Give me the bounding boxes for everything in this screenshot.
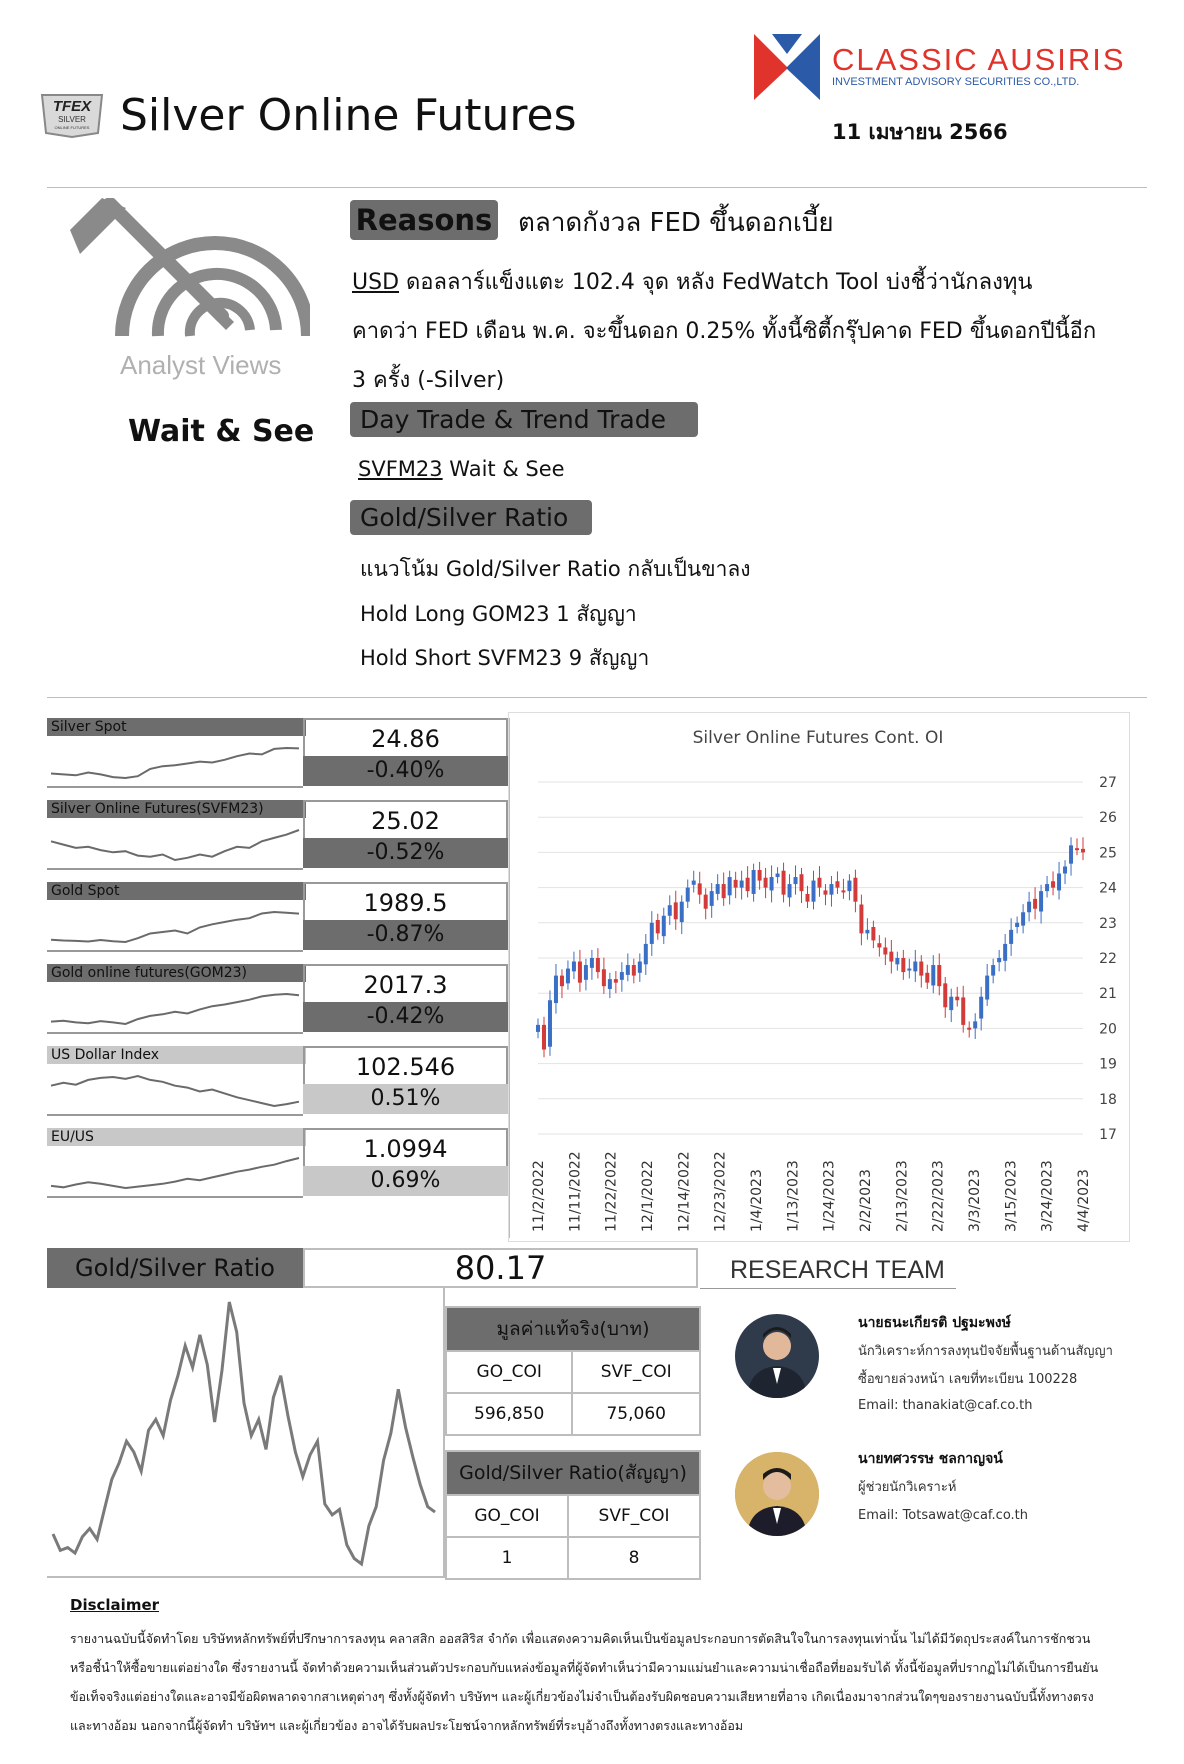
x-tick-label: 1/24/2023 [821,1160,838,1232]
analyst-target-icon [70,198,310,348]
gold-silver-ratio-label: Gold/Silver Ratio [350,500,592,535]
candle-body [829,884,833,895]
value-table-title: มูลค่าแท้จริง(บาท) [446,1307,700,1351]
candle-body [770,877,774,890]
ticker-change: -0.40% [303,756,508,786]
ticker-sparkline [47,738,303,788]
candle-body [931,965,935,985]
x-tick-label: 2/13/2023 [894,1160,911,1232]
ticker-card [47,1128,508,1200]
ticker-label: EU/US [47,1128,306,1146]
candle-body [644,944,648,964]
candle-body [859,904,863,933]
ticker-label: US Dollar Index [47,1046,306,1064]
candle-body [1075,848,1079,850]
day-trade-view: Wait & See [442,457,565,481]
candle-body [698,883,702,894]
value-table [445,1306,701,1436]
day-trade-line [358,457,565,481]
ticker-baseline [47,1114,303,1116]
ratio-table-cell: 1 [446,1537,568,1579]
company-subtitle: INVESTMENT ADVISORY SECURITIES CO.,LTD. [832,76,1080,88]
ticker-label: Silver Spot [47,718,306,736]
candle-body [925,973,929,983]
x-tick-label: 11/22/2022 [603,1151,620,1232]
x-tick-label: 12/1/2022 [640,1160,656,1232]
candle-body [614,979,618,983]
candle-body [554,976,558,1003]
y-tick-label: 17 [1099,1127,1117,1143]
candle-body [776,874,780,878]
x-tick-label: 3/24/2023 [1039,1160,1056,1232]
candle-body [572,962,576,972]
tfex-logo [38,93,106,138]
candle-body [1021,912,1025,925]
report-date: 11 เมษายน 2566 [832,120,1008,144]
x-tick-label: 2/2/2023 [858,1169,874,1232]
candle-body [1003,944,1007,961]
candle-body [907,969,911,971]
svg-text:TFEX: TFEX [52,98,92,115]
candle-body [853,878,857,902]
ticker-value: 102.546 [303,1046,508,1084]
sparkline-series [51,912,299,942]
candle-body [764,878,768,888]
company-logo-icon [752,32,822,102]
candle-body [985,976,989,1000]
sparkline-series [51,1158,299,1188]
main-chart-title: Silver Online Futures Cont. OI [692,728,944,748]
candle-body [806,894,810,902]
value-table-cell: 75,060 [572,1393,700,1435]
candle-body [788,884,792,897]
y-tick-label: 21 [1099,986,1117,1003]
member-name: นายธนะเกียรติ ปฐมะพงษ์ [858,1315,1011,1331]
ratio-table [445,1450,701,1580]
value-table-cell: 596,850 [446,1393,572,1435]
candle-body [823,890,827,894]
candle-body [794,877,798,884]
reasons-line-2: คาดว่า FED เดือน พ.ค. จะขึ้นดอก 0.25% ทั้งนี้ซิตี้กรุ๊ปคาด FED ขึ้นดอกปีนี้อีก [352,319,1097,344]
ticker-baseline [47,1032,303,1034]
member-role: นักวิเคราะห์การลงทุนปัจจัยพื้นฐานด้านสัญญา [858,1344,1113,1359]
candle-body [895,958,899,964]
ratio-line-1: แนวโน้ม Gold/Silver Ratio กลับเป็นขาลง [360,557,751,581]
ticker-sparkline [47,984,303,1034]
y-tick-label: 19 [1099,1056,1117,1073]
ticker-card [47,800,508,872]
ticker-change: -0.87% [303,920,508,950]
ticker-baseline [47,950,303,952]
x-tick-label: 3/3/2023 [967,1169,983,1232]
silver-futures-candlestick-chart [508,712,1128,1240]
candle-body [955,997,959,1001]
candle-body [632,965,636,976]
candle-body [728,877,732,895]
candle-body [578,962,582,983]
x-tick-label: 4/4/2023 [1076,1169,1092,1232]
candle-body [1081,849,1085,853]
candle-body [913,962,917,972]
ticker-sparkline [47,1148,303,1198]
candle-body [883,947,887,954]
candle-body [979,997,983,1019]
candle-body [919,962,923,976]
ticker-card [47,882,508,954]
ratio-table-header: GO_COI [446,1495,568,1537]
candle-body [835,881,839,887]
candle-body [1063,866,1067,873]
candle-body [997,958,1001,962]
sparkline-series [51,748,299,778]
ticker-change: -0.42% [303,1002,508,1032]
reasons-label: Reasons [350,200,498,240]
sparkline-series [51,994,299,1024]
reasons-headline: ตลาดกังวล FED ขึ้นดอกเบี้ย [518,208,834,238]
ratio-box-label: Gold/Silver Ratio [47,1248,303,1288]
x-tick-label: 11/2/2022 [531,1160,547,1232]
disclaimer-line: ข้อเท็จจริงแต่อย่างใดและอาจมีข้อผิดพลาดจากสาเหตุต่างๆ ซึ่งทั้งผู้จัดทำ บริษัทฯ และผู้เกี่ยวข้องไม่จำเป็นต้องรับผิดชอบความเสียหายที่อาจ เกิดเนื่องมาจากส่วนใดๆของรายงานฉบับนี้ทั้งทางตรง [70,1689,1094,1704]
x-tick-label: 1/4/2023 [749,1169,765,1232]
candle-body [1033,899,1037,909]
candle-body [889,952,893,962]
candle-body [650,923,654,944]
candle-body [686,888,690,902]
ticker-card [47,964,508,1036]
candle-body [811,881,815,902]
candle-body [656,920,660,933]
candle-body [1039,891,1043,911]
candle-body [800,874,804,891]
analyst-view-value: Wait & See [128,414,315,449]
candle-body [991,965,995,976]
candle-body [710,891,714,906]
ticker-sparkline [47,1066,303,1116]
x-tick-label: 3/15/2023 [1003,1160,1020,1232]
y-tick-label: 27 [1099,775,1117,791]
candle-body [716,884,720,894]
value-table-header: SVF_COI [572,1351,700,1393]
candle-body [871,927,875,940]
candle-body [746,878,750,891]
candle-body [1027,902,1031,913]
svfm23-link[interactable]: SVFM23 [358,457,443,481]
avatar [735,1314,819,1398]
candle-body [1057,874,1061,891]
candle-body [967,1028,971,1030]
ratio-series [53,1302,435,1564]
ticker-value: 1989.5 [303,882,508,920]
candle-body [542,1025,546,1050]
ticker-value: 25.02 [303,800,508,838]
x-tick-label: 12/23/2022 [712,1151,729,1232]
candle-body [961,997,965,1024]
ratio-table-cell: 8 [568,1537,700,1579]
candle-body [590,958,594,968]
reasons-body [352,258,1162,405]
analyst-views-caption: Analyst Views [120,350,282,380]
ratio-box-value: 80.17 [303,1248,698,1288]
candle-body [877,943,881,947]
candle-body [680,902,684,922]
candle-body [949,997,953,1010]
ticker-value: 2017.3 [303,964,508,1002]
x-tick-label: 2/22/2023 [930,1160,947,1232]
ticker-baseline [47,868,303,870]
candle-body [740,881,744,888]
member-name: นายทศวรรษ ชลกาญจน์ [858,1451,1003,1467]
company-name: CLASSIC AUSIRIS [832,42,1126,77]
candle-body [943,983,947,1007]
candle-body [782,871,786,895]
reasons-line-1: ดอลลาร์แข็งแตะ 102.4 จุด หลัง FedWatch Tool บ่งชี้ว่านักลงทุน [399,270,1033,295]
member-role: ผู้ช่วยนักวิเคราะห์ [858,1480,957,1495]
y-tick-label: 23 [1099,915,1117,932]
candle-body [937,965,941,986]
ratio-table-header: SVF_COI [568,1495,700,1537]
candle-body [841,890,845,892]
ticker-label: Gold Spot [47,882,306,900]
candle-body [1015,923,1019,927]
disclaimer-line: หรือชี้นำให้ซื้อขายแต่อย่างใด ซึ่งรายงานนี้ จัดทำด้วยความเห็นส่วนตัวประกอบกับแหล่งข้อมูลที่ผู้จัดทำเห็นว่ามีความแม่นยำและความน่าเชื่อถือที่ยอมรับได้ ทั้งนี้ข้อมูลที่ปรากฏไม่ได้เป็นการยืนยัน [70,1660,1099,1675]
y-tick-label: 20 [1099,1021,1117,1038]
x-tick-label: 11/11/2022 [567,1151,584,1232]
ticker-sparkline [47,902,303,952]
ratio-table-title: Gold/Silver Ratio(สัญญา) [446,1451,700,1495]
tfex-logo-icon [38,93,106,138]
divider [700,1288,956,1289]
candle-body [704,895,708,909]
candle-body [973,1021,977,1028]
page-title: Silver Online Futures [120,90,577,141]
candle-body [638,962,642,973]
candle-body [1009,930,1013,944]
candle-body [668,905,672,916]
candle-body [692,881,696,885]
y-tick-label: 24 [1099,880,1117,897]
candle-body [752,870,756,894]
ticker-label: Gold online futures(GOM23) [47,964,306,982]
ticker-label: Silver Online Futures(SVFM23) [47,800,306,818]
ticker-change: -0.52% [303,838,508,868]
candle-body [584,965,588,980]
candle-body [758,870,762,881]
ticker-value: 24.86 [303,718,508,756]
candle-body [626,965,630,975]
candle-body [817,878,821,888]
ticker-value: 1.0994 [303,1128,508,1166]
candle-body [560,976,564,987]
member-role: ซื้อขายล่วงหน้า เลขที่ทะเบียน 100228 [858,1372,1078,1387]
candle-body [1069,845,1073,863]
disclaimer-line: รายงานฉบับนี้จัดทำโดย บริษัทหลักทรัพย์ที่ปรึกษาการลงทุน คลาสสิก ออสสิริส จำกัด เพื่อแสดงความคิดเห็นเป็นข้อมูลประกอบการตัดสินใจในการลงทุนเท่านั้น ไม่ได้มีวัตถุประสงค์ในการชักชวน [70,1631,1091,1646]
candle-body [566,969,570,984]
ticker-baseline [47,1196,303,1198]
ticker-card [47,1046,508,1118]
x-tick-label: 12/14/2022 [676,1151,693,1232]
divider [47,187,1147,188]
candle-body [662,916,666,936]
disclaimer-title: Disclaimer [70,1596,160,1614]
gold-silver-ratio-line-chart [47,1288,443,1576]
y-tick-label: 25 [1099,845,1117,862]
divider [47,697,1147,698]
value-table-header: GO_COI [446,1351,572,1393]
svg-text:SILVER: SILVER [58,115,86,124]
ratio-line-3: Hold Short SVFM23 9 สัญญา [360,646,650,670]
day-trade-label: Day Trade & Trend Trade [350,402,698,437]
disclaimer-line: และทางอ้อม นอกจากนี้ผู้จัดทำ บริษัทฯ และผู้เกี่ยวข้อง อาจได้รับผลประโยชน์จากหลักทรัพย์ที่ระบุอ้างถึงทั้งทางตรงและทางอ้อม [70,1718,744,1733]
y-tick-label: 18 [1099,1091,1117,1108]
ticker-change: 0.69% [303,1166,508,1196]
candle-body [734,880,738,888]
ticker-baseline [47,786,303,788]
sparkline-series [51,1076,299,1106]
ticker-card [47,718,508,790]
y-tick-label: 22 [1099,951,1117,967]
candle-body [674,902,678,919]
svg-text:ONLINE FUTURES: ONLINE FUTURES [54,125,90,130]
member-email[interactable]: Email: Totsawat@caf.co.th [858,1508,1029,1523]
candle-body [1051,881,1055,887]
reasons-line-3: 3 ครั้ง (-Silver) [352,368,505,393]
candle-body [1045,884,1049,891]
disclaimer-text [70,1624,1150,1740]
candle-body [722,884,726,898]
candle-body [847,881,851,892]
y-tick-label: 26 [1099,810,1117,827]
usd-link[interactable]: USD [352,270,400,295]
candle-body [602,969,606,986]
ratio-line-2: Hold Long GOM23 1 สัญญา [360,602,637,626]
candle-body [901,958,905,972]
member-email[interactable]: Email: thanakiat@caf.co.th [858,1398,1033,1413]
x-tick-label: 1/13/2023 [785,1160,802,1232]
sparkline-series [51,830,299,860]
ticker-sparkline [47,820,303,870]
candle-body [536,1025,540,1032]
research-team-title: RESEARCH TEAM [730,1256,945,1284]
candle-body [620,972,624,980]
candle-body [596,958,600,972]
avatar [735,1452,819,1536]
candle-body [608,979,612,989]
candle-body [865,930,869,934]
ticker-change: 0.51% [303,1084,508,1114]
candle-body [548,1000,552,1046]
